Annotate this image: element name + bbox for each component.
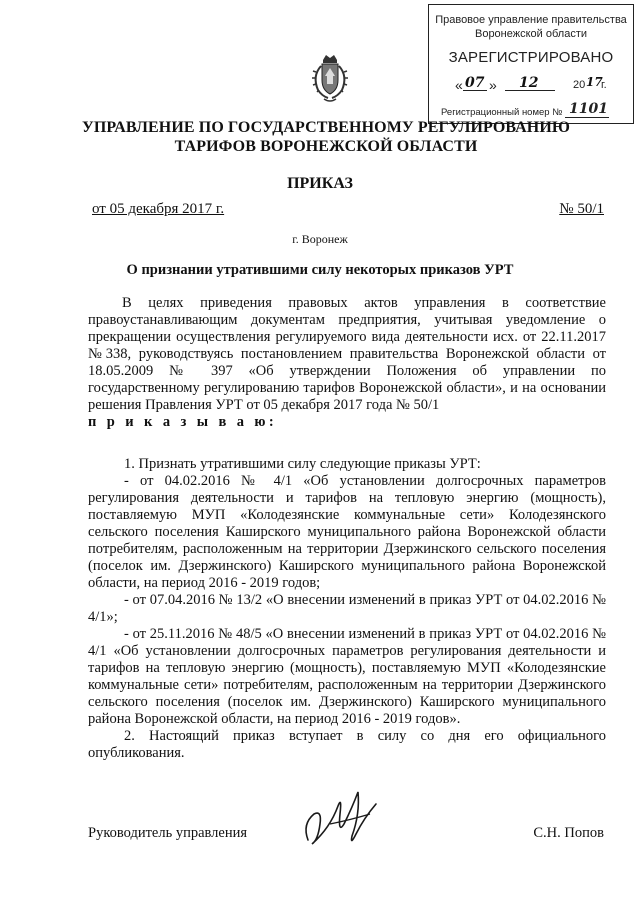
stamp-org-line1: Правовое управление правительства [435,14,627,26]
stamp-date-year-end: г. [601,79,607,91]
order-word: п р и к а з ы в а ю: [88,414,278,430]
signatory-name: С.Н. Попов [533,825,604,841]
stamp-status: ЗАРЕГИСТРИРОВАНО [448,49,614,66]
item-1-sub-2: - от 07.04.2016 № 13/2 «О внесении изменений в приказ УРТ от 04.02.2016 № 4/1»; [88,592,606,625]
registration-stamp [428,4,634,124]
document-date: от 05 декабря 2017 г. [92,201,225,217]
coat-of-arms-icon [310,54,350,104]
document-number: № 50/1 [559,201,604,217]
handwritten-signature [300,784,386,854]
stamp-reg-number [441,101,609,118]
item-1-sub-1: - от 04.02.2016 № 4/1 «Об установлении долгосрочных параметров регулирования деятельности и тарифов на тепловую энергию (мощность), поставляемую МУП «Колодезянские коммунальные сети» Колодезянского сельского поселения Каширского муниципального района Воронежской области потребителям, расположенным на территории Дзержинского сельского поселения (поселок им. Дзержинского) Каширского муниципального района Воронежской области, на период 2016 - 2019 годов; [88,473,606,591]
order-items [88,456,606,762]
stamp-date: « 07 » 12 20 17 г. [455,75,607,93]
stamp-reg-label: Регистрационный номер № [441,107,563,118]
stamp-date-year-prefix: 20 [573,79,586,91]
item-1-sub-3: - от 25.11.2016 № 48/5 «О внесении изменений в приказ УРТ от 04.02.2016 № 4/1 «Об установлении долгосрочных параметров регулирования деятельности и тарифов на тепловую энергию (мощность), поставляемую МУП «Колодезянские коммунальные сети» потребителям, расположенным на территории Дзержинского сельского поселения (поселок им. Дзержинского) Каширского муниципального района Воронежской области, на период 2016 - 2019 годов». [88,626,606,727]
signatory-position: Руководитель управления [88,825,248,841]
org-line1: УПРАВЛЕНИЕ ПО ГОСУДАРСТВЕННОМУ РЕГУЛИРОВАНИЮ [81,119,571,136]
document-subject: О признании утратившими силу некоторых приказов УРТ [126,262,514,278]
item-2: 2. Настоящий приказ вступает в силу со дня его официального опубликования. [88,728,606,761]
document-city: г. Воронеж [292,232,348,246]
preamble-text: В целях приведения правовых актов управления в соответствие правоустанавливающим документам предприятия, учитывая уведомление о прекращении осуществления регулируемого вида деятельности исх. от 22.11.2017 №338, руководствуясь постановлением правительства Воронежской области от 18.05.2009 № 397 «Об утверждении Положения об управлении по государственному регулированию тарифов Воронежской области», и на основании решения Правления УРТ от 05 декабря 2017 года № 50/1 [88,295,606,413]
org-line2: ТАРИФОВ ВОРОНЕЖСКОЙ ОБЛАСТИ [174,138,478,155]
stamp-organization [429,13,633,41]
stamp-date-month: 12 [519,75,539,91]
stamp-reg-value: 1101 [569,101,609,117]
organization-heading [40,118,612,156]
document-type: ПРИКАЗ [287,175,353,192]
item-1: 1. Признать утратившими силу следующие приказы УРТ: [124,456,481,472]
stamp-date-day: 07 [465,75,485,91]
preamble-paragraph [88,295,606,431]
stamp-org-line2: Воронежской области [474,28,587,40]
stamp-date-year-suffix: 17 [586,75,603,89]
